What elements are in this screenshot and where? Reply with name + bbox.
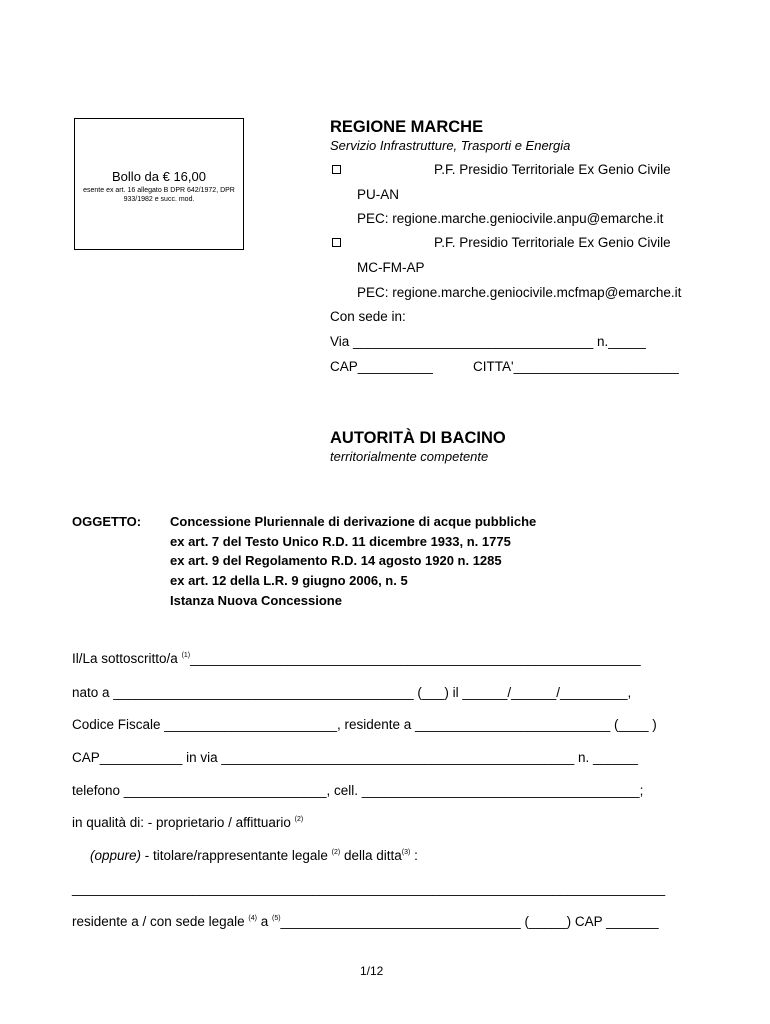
ditta-blank-field[interactable]: _______________________________________________________________________________ xyxy=(72,881,666,896)
footnote-2: (2) xyxy=(294,816,304,823)
subject-line-4: ex art. 12 della L.R. 9 giugno 2006, n. 5 xyxy=(170,573,408,588)
office-2-code: MC-FM-AP xyxy=(357,260,425,275)
stamp-title: Bollo da € 16,00 xyxy=(112,169,206,184)
stamp-box xyxy=(74,118,244,250)
oppure-label: (oppure) xyxy=(90,848,142,863)
qualita-line xyxy=(72,815,303,830)
region-subtitle: Servizio Infrastrutture, Trasporti e Energia xyxy=(330,138,571,153)
subject-label: OGGETTO: xyxy=(72,514,142,529)
office-1-pec: PEC: regione.marche.geniocivile.anpu@emarche.it xyxy=(357,211,664,226)
office-2-pec: PEC: regione.marche.geniocivile.mcfmap@emarche.it xyxy=(357,285,682,300)
telefono-field[interactable]: telefono ___________________________, cell. _____________________________________; xyxy=(72,783,644,798)
citta-field[interactable]: CITTA'______________________ xyxy=(473,359,679,374)
subject-line-2: ex art. 7 del Testo Unico R.D. 11 dicembre 1933, n. 1775 xyxy=(170,534,511,549)
office-1-name: P.F. Presidio Territoriale Ex Genio Civile xyxy=(434,162,671,177)
cap-field[interactable]: CAP__________ xyxy=(330,359,433,374)
authority-title: AUTORITÀ DI BACINO xyxy=(330,429,506,447)
footnote-3: (3) xyxy=(401,849,411,856)
footnote-2b: (2) xyxy=(331,849,341,856)
residente-field[interactable] xyxy=(72,914,659,929)
cap-via-field[interactable]: CAP___________ in via _______________________________________________ n. ______ xyxy=(72,750,639,765)
residente-label: residente a / con sede legale xyxy=(72,914,245,929)
footnote-4: (4) xyxy=(248,915,257,922)
residente-blank[interactable]: ________________________________ (_____) CAP _______ xyxy=(280,914,659,929)
office-2-checkbox[interactable] xyxy=(332,238,341,247)
codice-fiscale-field[interactable]: Codice Fiscale _______________________, residente a __________________________ (____ ) xyxy=(72,717,657,732)
stamp-note: esente ex art. 16 allegato B DPR 642/1972, DPR 933/1982 e succ. mod. xyxy=(83,187,235,203)
residente-a: a xyxy=(256,914,269,929)
qualita-label: in qualità di: - proprietario / affittuario xyxy=(72,815,291,830)
subject-line-5: Istanza Nuova Concessione xyxy=(170,593,342,608)
region-title: REGIONE MARCHE xyxy=(330,118,484,136)
titolare-label: - titolare/rappresentante legale xyxy=(141,848,328,863)
office-1-code: PU-AN xyxy=(357,187,400,202)
colon: : xyxy=(410,848,418,863)
con-sede-label: Con sede in: xyxy=(330,309,406,324)
footnote-5: (5) xyxy=(271,915,281,922)
office-2-name: P.F. Presidio Territoriale Ex Genio Civile xyxy=(434,235,671,250)
nato-field[interactable]: nato a ________________________________________ (___) il ______/______/_________, xyxy=(72,685,632,700)
page-number: 1/12 xyxy=(360,964,384,978)
sottoscritto-field[interactable] xyxy=(72,651,641,666)
subject-line-1: Concessione Pluriennale di derivazione di acque pubbliche xyxy=(170,514,537,529)
via-field[interactable]: Via ________________________________ n._____ xyxy=(330,334,646,349)
footnote-1: (1) xyxy=(181,652,191,659)
authority-subtitle: territorialmente competente xyxy=(330,449,489,464)
office-1-checkbox[interactable] xyxy=(332,165,341,174)
ditta-label: della ditta xyxy=(340,848,402,863)
sottoscritto-blank[interactable]: ____________________________________________________________ xyxy=(190,651,641,666)
titolare-line xyxy=(90,848,418,863)
subject-line-3: ex art. 9 del Regolamento R.D. 14 agosto 1920 n. 1285 xyxy=(170,553,502,568)
sottoscritto-label: Il/La sottoscritto/a xyxy=(72,651,178,666)
